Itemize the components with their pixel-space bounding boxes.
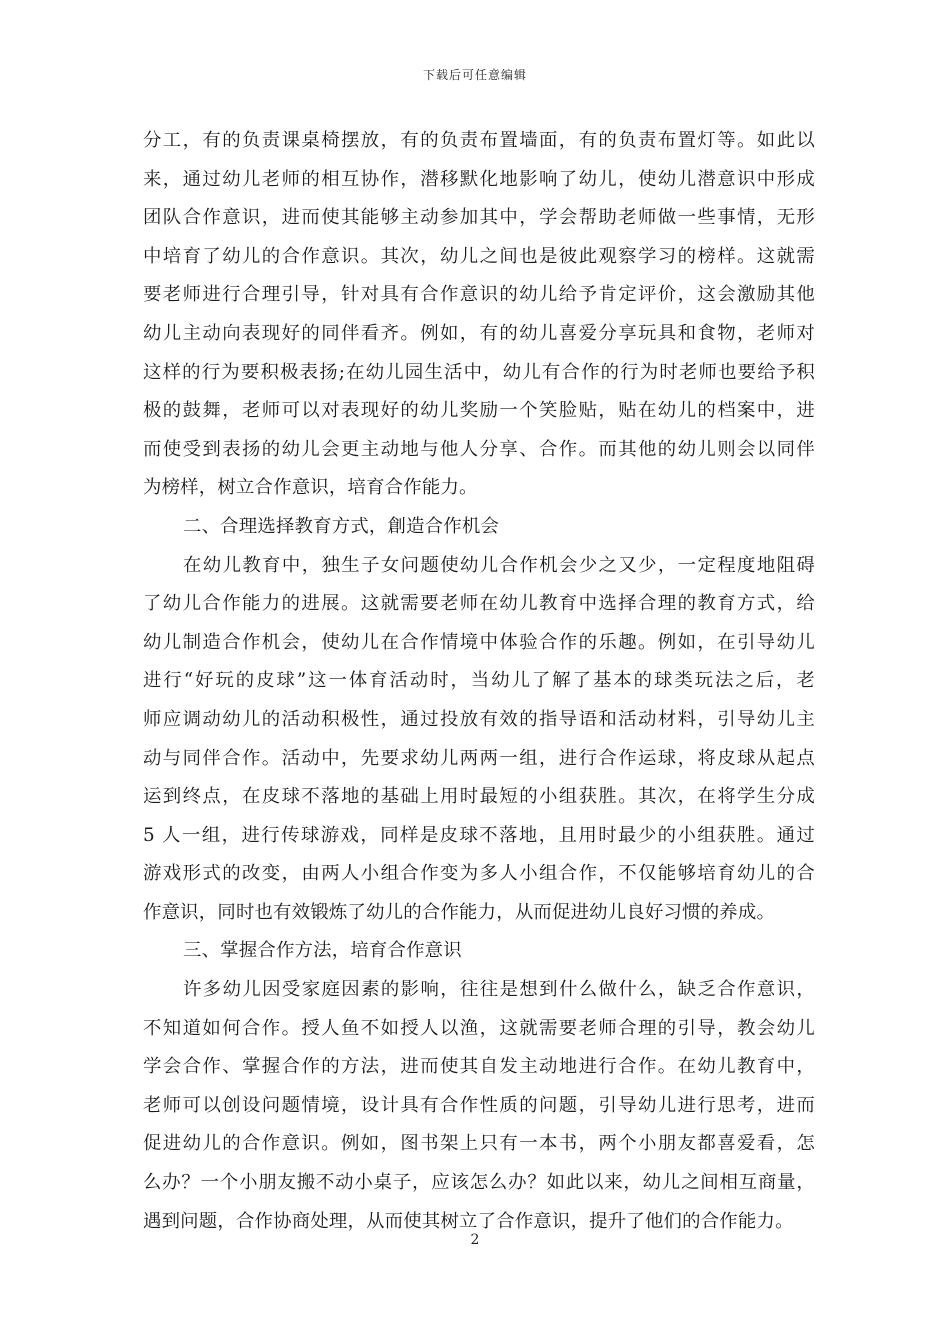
paragraph-line: 许多幼儿因受家庭因素的影响，往往是想到什么做什么，缺乏合作意识， (183, 979, 815, 1001)
paragraph-line: 分工，有的负责课桌椅摆放，有的负责布置墙面，有的负责布置灯等。如此以 (143, 130, 815, 151)
paragraph-line: 促进幼儿的合作意识。例如，图书架上只有一本书，两个小朋友都喜爱看，怎 (143, 1133, 815, 1155)
paragraph-line: 在幼儿教育中，独生子女问题使幼儿合作机会少之又少，一定程度地阻碍 (183, 554, 815, 576)
paragraph-line: 游戏形式的改变，由两人小组合作变为多人小组合作，不仅能够培育幼儿的合 (143, 863, 815, 885)
paragraph-line: 了幼儿合作能力的进展。这就需要老师在幼儿教育中选择合理的教育方式，给 (143, 593, 815, 615)
page-number: 2 (470, 1232, 480, 1248)
section-heading: 二、合理选择教育方式，創造合作机会 (183, 515, 500, 537)
paragraph-line: 要老师进行合理引导，针对具有合作意识的幼儿给予肯定评价，这会激励其他 (143, 284, 815, 306)
paragraph-line: 中培育了幼儿的合作意识。其次，幼儿之间也是彼此观察学习的榜样。这就需 (143, 245, 815, 267)
paragraph-line: 么办？一个小朋友搬不动小桌子，应该怎么办？如此以来，幼儿之间相互商量， (143, 1172, 815, 1194)
paragraph-line: 运到终点，在皮球不落地的基础上用时最短的小组获胜。其次，在将学生分成 (143, 786, 815, 808)
paragraph-line: 而使受到表扬的幼儿会更主动地与他人分享、合作。而其他的幼儿则会以同伴 (143, 438, 815, 460)
paragraph-line: 师应调动幼儿的活动积极性，通过投放有效的指导语和活动材料，引导幼儿主 (143, 708, 815, 730)
paragraph-line: 老师可以创设问题情境，设计具有合作性质的问题，引导幼儿进行思考，进而 (143, 1094, 815, 1116)
paragraph-line: 极的鼓舞，老师可以对表现好的幼儿奖励一个笑脸贴，贴在幼儿的档案中，进 (143, 400, 815, 422)
paragraph-line: 不知道如何合作。授人鱼不如授人以渔，这就需要老师合理的引导，教会幼儿 (143, 1017, 815, 1039)
paragraph-line: 为榜样，树立合作意识，培育合作能力。 (143, 477, 478, 499)
paragraph-line: 作意识，同时也有效锻炼了幼儿的合作能力，从而促进幼儿良好习惯的养成。 (143, 901, 776, 923)
paragraph-line: 来，通过幼儿老师的相互协作，潜移默化地影响了幼儿，使幼儿潜意识中形成 (143, 168, 815, 190)
paragraph-line: 5 人一组，进行传球游戏，同样是皮球不落地，且用时最少的小组获胜。通过 (143, 824, 815, 846)
page-header: 下载后可任意编辑 (422, 68, 527, 82)
paragraph-line: 幼儿主动向表现好的同伴看齐。例如，有的幼儿喜爱分享玩具和食物，老师对 (143, 322, 815, 344)
paragraph-line: 遇到问题，合作协商处理，从而使其树立了合作意识，提升了他们的合作能力。 (143, 1210, 794, 1232)
section-heading: 三、掌握合作方法，培育合作意识 (183, 940, 462, 962)
paragraph-line: 这样的行为要积极表扬;在幼儿园生活中，幼儿有合作的行为时老师也要给予积 (143, 361, 815, 383)
paragraph-line: 团队合作意识，进而使其能够主动参加其中，学会帮助老师做一些事情，无形 (143, 207, 815, 229)
paragraph-line: 动与同伴合作。活动中，先要求幼儿两两一组，进行合作运球，将皮球从起点 (143, 747, 815, 769)
document-body (143, 122, 815, 1241)
paragraph-line: 幼儿制造合作机会，使幼儿在合作情境中体验合作的乐趣。例如，在引导幼儿 (143, 631, 815, 653)
paragraph-line: 进行“好玩的皮球”这一体育活动时，当幼儿了解了基本的球类玩法之后，老 (143, 670, 815, 692)
paragraph-line: 学会合作、掌握合作的方法，进而使其自发主动地进行合作。在幼儿教育中， (143, 1056, 815, 1078)
